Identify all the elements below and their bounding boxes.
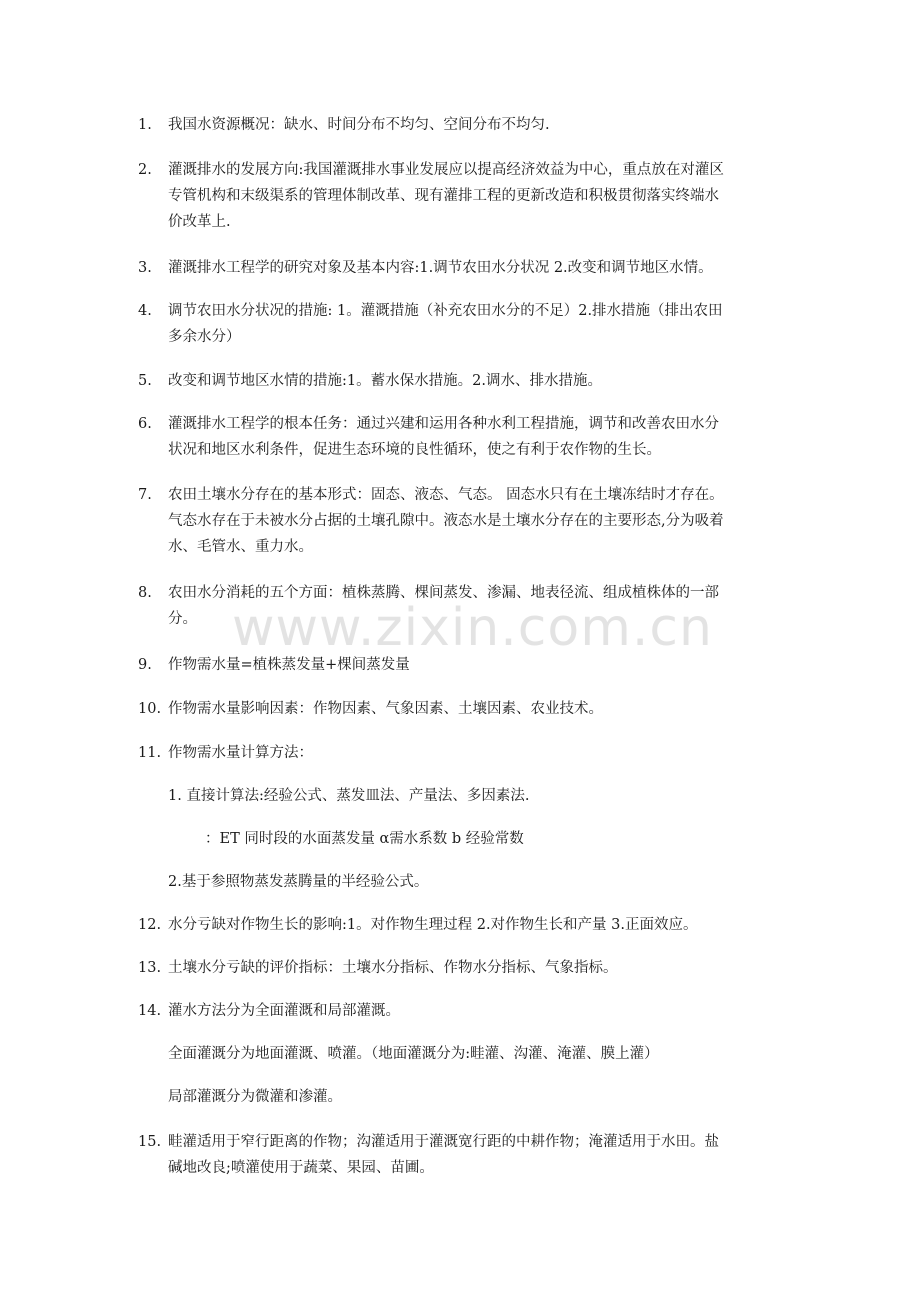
item-number: 13. (138, 960, 162, 976)
sub-item-local-irrigation: 局部灌溉分为微灌和渗灌。 (168, 1089, 342, 1105)
item-text (168, 112, 550, 138)
item-line: 农田土壤水分存在的基本形式：固态、液态、气态。 固态水只有在土壤冻结时才存在。 (168, 487, 724, 503)
item-number: 8. (138, 585, 152, 601)
item-line: 农田水分消耗的五个方面：植株蒸腾、棵间蒸发、渗漏、地表径流、组成植株体的一部 (168, 585, 719, 601)
item-line: 灌溉排水的发展方向:我国灌溉排水事业发展应以提高经济效益为中心，重点放在对灌区 (168, 162, 724, 178)
item-line: 价改革上. (168, 214, 231, 230)
item-number: 10. (138, 701, 162, 717)
item-line: 专管机构和末级渠系的管理体制改革、现有灌排工程的更新改造和积极贯彻落实终端水 (168, 188, 719, 204)
item-line: 水分亏缺对作物生长的影响:1。对作物生理过程 2.对作物生长和产量 3.正面效应。 (168, 917, 698, 933)
item-line: 我国水资源概况：缺水、时间分布不均匀、空间分布不均匀. (168, 117, 550, 133)
item-number: 7. (138, 487, 152, 503)
item-line: 灌溉排水工程学的根本任务：通过兴建和运用各种水利工程措施，调节和改善农田水分 (168, 416, 719, 432)
sub-item-formula-note: ：ET 同时段的水面蒸发量 α需水系数 b 经验常数 (205, 831, 524, 847)
item-text (168, 411, 719, 463)
item-text (168, 998, 400, 1024)
item-number: 5. (138, 373, 152, 389)
item-line: 作物需水量=植株蒸发量+棵间蒸发量 (168, 657, 410, 673)
item-text (168, 955, 618, 981)
item-text (168, 580, 719, 632)
sub-item-semi-empirical: 2.基于参照物蒸发蒸腾量的半经验公式。 (168, 874, 429, 890)
item-text (168, 652, 410, 678)
item-line: 灌溉排水工程学的研究对象及基本内容:1.调节农田水分状况 2.改变和调节地区水情。 (168, 260, 713, 276)
item-number: 11. (138, 745, 162, 761)
item-line: 灌水方法分为全面灌溉和局部灌溉。 (168, 1003, 400, 1019)
item-number: 14. (138, 1003, 162, 1019)
item-line: 状况和地区水利条件，促进生态环境的良性循环，使之有利于农作物的生长。 (168, 442, 661, 458)
item-line: 畦灌适用于窄行距离的作物；沟灌适用于灌溉宽行距的中耕作物；淹灌适用于水田。盐 (168, 1134, 719, 1150)
item-text (168, 912, 698, 938)
item-text (168, 368, 602, 394)
item-line: 土壤水分亏缺的评价指标：土壤水分指标、作物水分指标、气象指标。 (168, 960, 618, 976)
item-line: 改变和调节地区水情的措施:1。蓄水保水措施。2.调水、排水措施。 (168, 373, 602, 389)
item-number: 1. (138, 117, 152, 133)
item-line: 调节农田水分状况的措施: 1。灌溉措施（补充农田水分的不足）2.排水措施（排出农田 (168, 303, 723, 319)
item-line: 作物需水量影响因素：作物因素、气象因素、土壤因素、农业技术。 (168, 701, 603, 717)
watermark: www.zixin.com.cn (232, 598, 713, 658)
item-number: 3. (138, 260, 152, 276)
sub-item-full-irrigation: 全面灌溉分为地面灌溉、喷灌。（地面灌溉分为:畦灌、沟灌、淹灌、膜上灌） (168, 1046, 659, 1062)
item-line: 碱地改良;喷灌使用于蔬菜、果园、苗圃。 (168, 1160, 434, 1176)
item-line: 分。 (168, 611, 197, 627)
item-number: 6. (138, 416, 152, 432)
item-line: 水、毛管水、重力水。 (168, 539, 313, 555)
item-text (168, 740, 313, 766)
item-number: 12. (138, 917, 162, 933)
item-text (168, 298, 723, 350)
item-line: 作物需水量计算方法： (168, 745, 313, 761)
sub-item-direct-method: 1. 直接计算法:经验公式、蒸发皿法、产量法、多因素法. (168, 788, 530, 804)
item-number: 9. (138, 657, 152, 673)
item-text (168, 157, 724, 235)
item-number: 4. (138, 303, 152, 319)
item-line: 多余水分） (168, 329, 241, 345)
item-number: 2. (138, 162, 152, 178)
item-number: 15. (138, 1134, 162, 1150)
item-text (168, 696, 603, 722)
item-text (168, 1129, 719, 1181)
item-text (168, 255, 713, 281)
item-text (168, 482, 724, 560)
item-line: 气态水存在于未被水分占据的土壤孔隙中。液态水是土壤水分存在的主要形态,分为吸着 (168, 513, 724, 529)
